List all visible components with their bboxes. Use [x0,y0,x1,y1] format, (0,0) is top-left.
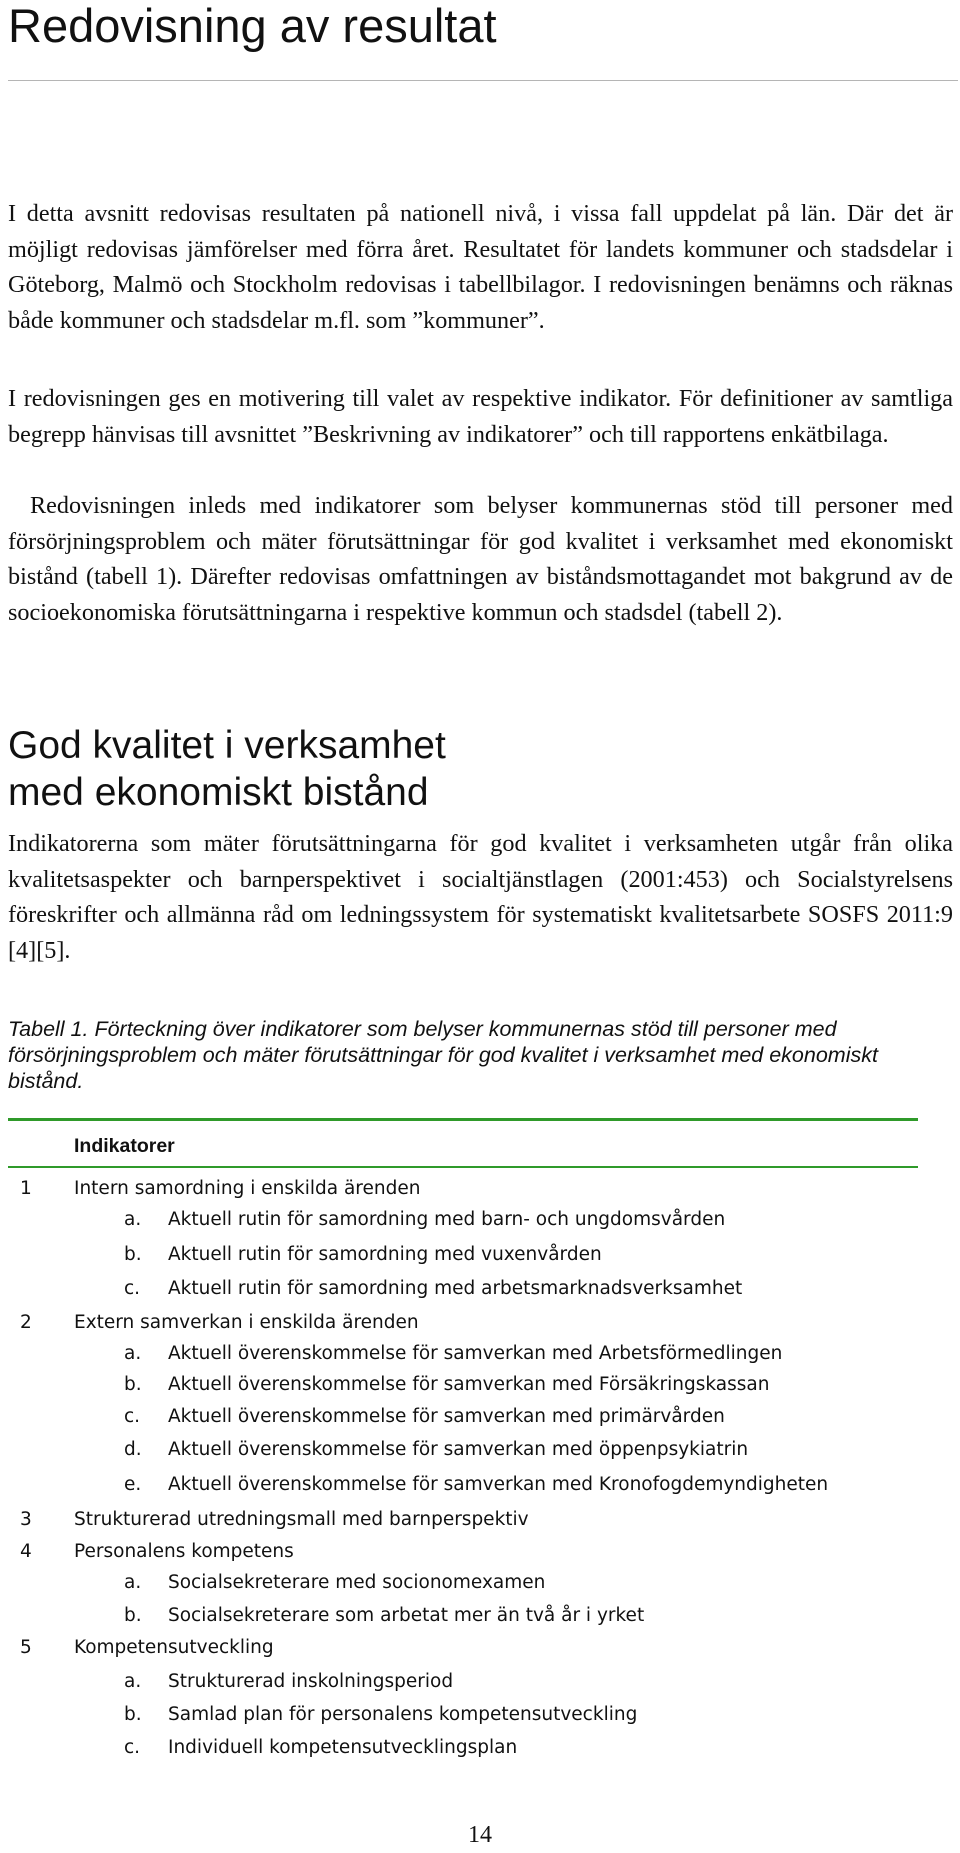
section-heading-line-1: God kvalitet i verksamhet [8,724,446,767]
indicator-label: Extern samverkan i enskilda ärenden [74,1312,419,1333]
indicator-label: Personalens kompetens [74,1541,294,1562]
sub-indicator-letter: a. [124,1343,142,1364]
sub-indicator-label: Individuell kompetensutvecklingsplan [168,1737,518,1758]
intro-paragraph-1: I detta avsnitt redovisas resultaten på nationell nivå, i vissa fall uppdelat på län. Där det är möjligt redovisas jämförelser med förra året. Resultatet för landets kommuner och stadsdelar i Göteborg, Malmö och Stockholm redovisas i tabellbilagor. I redovisningen benämns och räknas både kommuner och stadsdelar m.fl. som ”kommuner”. [8,200,953,334]
sub-indicator-letter: c. [124,1406,141,1427]
sub-indicator-label: Aktuell rutin för samordning med vuxenvården [168,1244,602,1265]
sub-indicator-letter: a. [124,1209,142,1230]
sub-indicator-label: Aktuell överenskommelse för samverkan med Försäkringskassan [168,1374,770,1395]
table-top-rule [8,1118,918,1121]
sub-indicator-letter: a. [124,1671,142,1692]
sub-indicator-letter: b. [124,1605,142,1626]
sub-indicator-label: Aktuell överenskommelse för samverkan med öppenpsykiatrin [168,1439,749,1460]
indicator-number: 4 [20,1541,32,1562]
indicator-number: 1 [20,1178,32,1199]
sub-indicator-letter: c. [124,1278,141,1299]
indicator-label: Strukturerad utredningsmall med barnperspektiv [74,1509,529,1530]
sub-indicator-letter: d. [124,1439,142,1460]
sub-indicator-label: Strukturerad inskolningsperiod [168,1671,454,1692]
page-number: 14 [468,1822,492,1848]
indicator-number: 3 [20,1509,32,1530]
sub-indicator-label: Socialsekreterare med socionomexamen [168,1572,546,1593]
sub-indicator-label: Aktuell rutin för samordning med arbetsmarknadsverksamhet [168,1278,743,1299]
sub-indicator-label: Aktuell överenskommelse för samverkan med Arbetsförmedlingen [168,1343,783,1364]
sub-indicator-letter: a. [124,1572,142,1593]
indicator-number: 2 [20,1312,32,1333]
intro-paragraph-2: I redovisningen ges en motivering till valet av respektive indikator. För definitioner av samtliga begrepp hänvisas till avsnittet ”Beskrivning av indikatorer” och till rapportens enkätbilaga. [8,385,953,448]
sub-indicator-label: Aktuell överenskommelse för samverkan med Kronofogdemyndigheten [168,1474,829,1495]
sub-indicator-letter: b. [124,1374,142,1395]
table-header: Indikatorer [74,1135,175,1157]
sub-indicator-letter: b. [124,1704,142,1725]
sub-indicator-label: Samlad plan för personalens kompetensutveckling [168,1704,638,1725]
section-paragraph: Indikatorerna som mäter förutsättningarna för god kvalitet i verksamheten utgår från olika kvalitetsaspekter och barnperspektivet i socialtjänstlagen (2001:453) och Socialstyrelsens föreskrifter och allmänna råd om ledningssystem för systematiskt kvalitetsarbete SOSFS 2011:9 [4][5]. [8,830,953,964]
sub-indicator-letter: b. [124,1244,142,1265]
title-divider [8,80,958,81]
indicator-label: Intern samordning i enskilda ärenden [74,1178,421,1199]
page-title: Redovisning av resultat [8,0,497,52]
intro-paragraph-3: Redovisningen inleds med indikatorer som belyser kommunernas stöd till personer med försörjningsproblem och mäter förutsättningar för god kvalitet i verksamhet med ekonomiskt bistånd (tabell 1). Därefter redovisas omfattningen av biståndsmottagandet mot bakgrund av de socioekonomiska förutsättningarna i respektive kommun och stadsdel (tabell 2). [8,492,953,626]
section-heading-line-2: med ekonomiskt bistånd [8,771,429,814]
sub-indicator-letter: c. [124,1737,141,1758]
table-caption: Tabell 1. Förteckning över indikatorer som belyser kommunernas stöd till personer med försörjningsproblem och mäter förutsättningar för god kvalitet i verksamhet med ekonomiskt bistånd. [8,1017,878,1093]
sub-indicator-label: Aktuell överenskommelse för samverkan med primärvården [168,1406,725,1427]
table-header-rule [8,1166,918,1168]
indicator-label: Kompetensutveckling [74,1637,274,1658]
indicator-number: 5 [20,1637,32,1658]
section-heading [8,722,446,816]
sub-indicator-label: Aktuell rutin för samordning med barn- och ungdomsvården [168,1209,726,1230]
sub-indicator-label: Socialsekreterare som arbetat mer än två år i yrket [168,1605,645,1626]
sub-indicator-letter: e. [124,1474,142,1495]
